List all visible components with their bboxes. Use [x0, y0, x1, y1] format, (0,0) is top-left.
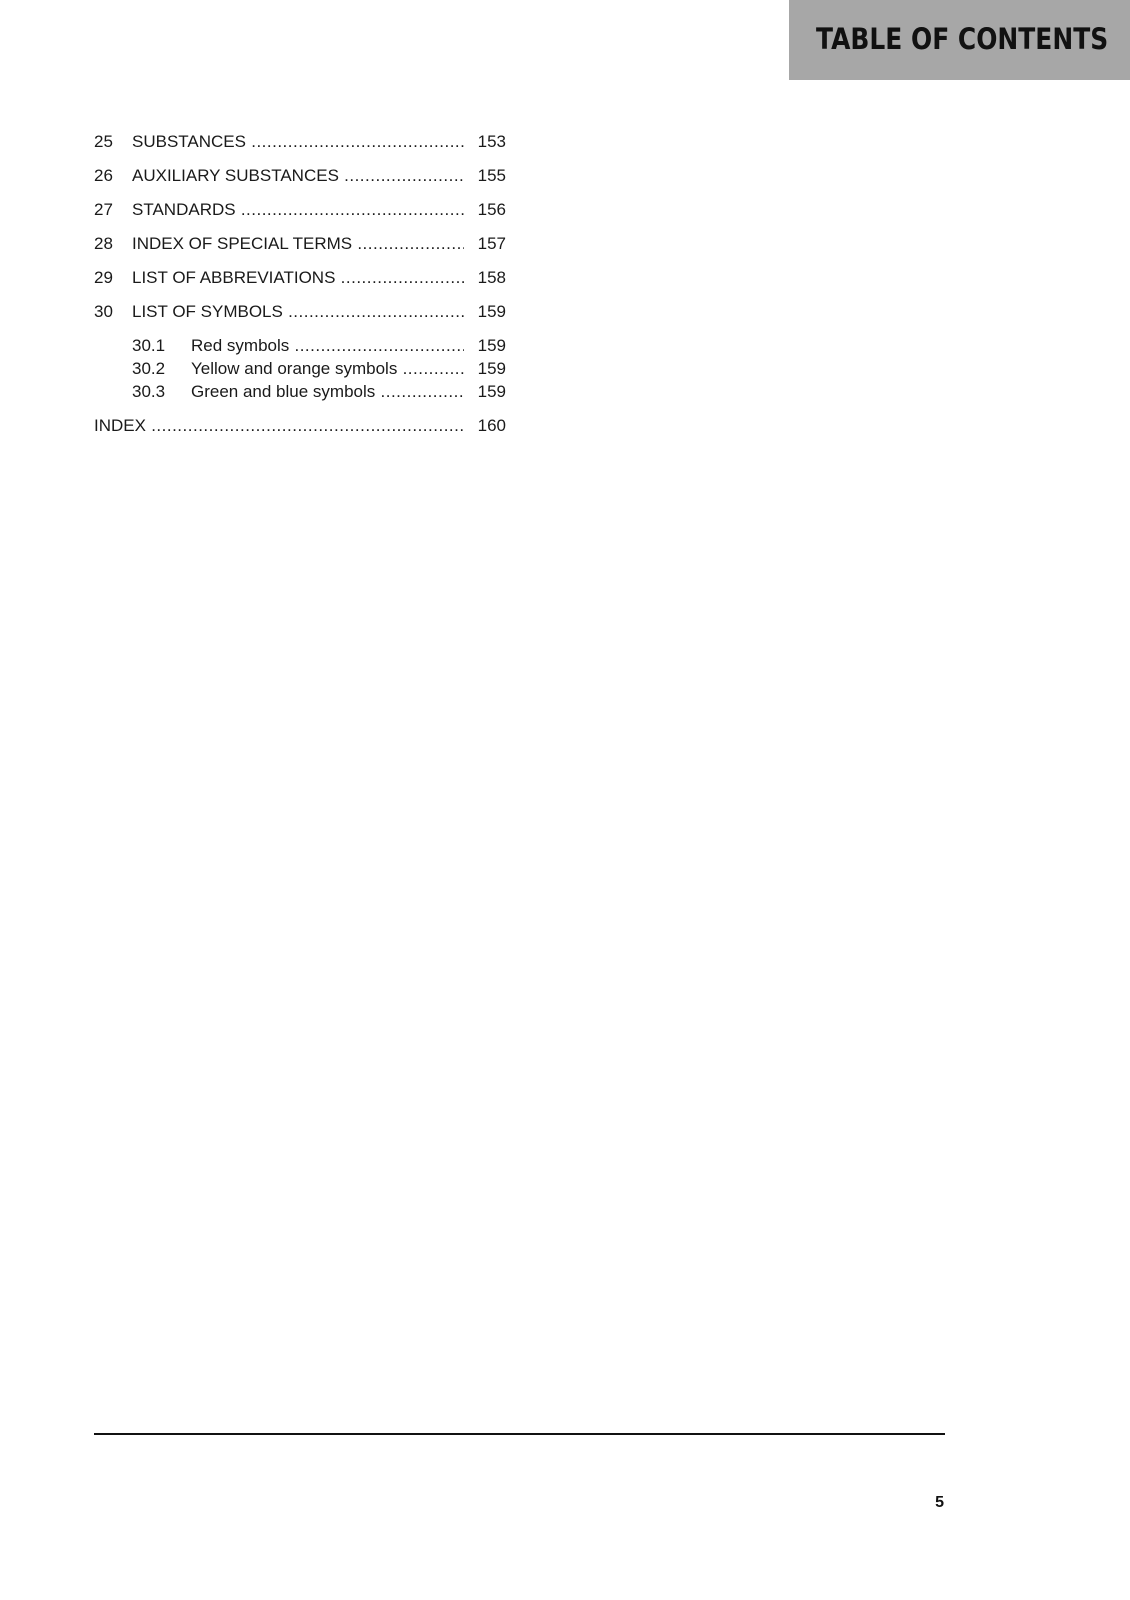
toc-entry-number: 27: [94, 200, 113, 219]
toc-entry-title: Red symbols .....: [191, 336, 464, 355]
footer-divider: [94, 1433, 945, 1435]
toc-entry-page: 159: [477, 359, 506, 378]
toc-entry-number: 26: [94, 166, 113, 185]
toc-entry-title: LIST OF SYMBOLS .....: [132, 302, 464, 321]
section-header-tab: [789, 0, 1130, 80]
toc-entry-30-1[interactable]: [94, 334, 506, 358]
toc-entry-page: 157: [477, 234, 506, 253]
toc-entry-title: AUXILIARY SUBSTANCES .....: [132, 166, 464, 185]
toc-entry-title: STANDARDS .....: [132, 200, 464, 219]
toc-entry-30[interactable]: [94, 300, 506, 324]
toc-entry-number: 29: [94, 268, 113, 287]
toc-entry-page: 155: [477, 166, 506, 185]
toc-entry-number: 28: [94, 234, 113, 253]
toc-entry-title: Green and blue symbols .....: [191, 382, 464, 401]
toc-entry-29[interactable]: [94, 266, 506, 290]
toc-entry-30-3[interactable]: [94, 380, 506, 404]
page-number: 5: [935, 1494, 944, 1511]
toc-entry-number: 25: [94, 132, 113, 151]
toc-entry-title: INDEX OF SPECIAL TERMS .....: [132, 234, 464, 253]
toc-entry-page: 153: [477, 132, 506, 151]
toc-entry-title: INDEX .....: [94, 416, 464, 435]
toc-entry-number: 30: [94, 302, 113, 321]
toc-entry-page: 159: [477, 336, 506, 355]
toc-entry-27[interactable]: [94, 198, 506, 222]
toc-entry-number: 30.3: [132, 382, 166, 401]
section-title: TABLE OF CONTENTS: [816, 22, 1109, 56]
toc-entry-page: 159: [477, 382, 506, 401]
toc-entry-title: LIST OF ABBREVIATIONS .....: [132, 268, 464, 287]
toc-entry-title: SUBSTANCES .....: [132, 132, 464, 151]
toc-entry-page: 160: [477, 416, 506, 435]
toc-entry-25[interactable]: [94, 130, 506, 154]
toc-entry-index[interactable]: [94, 414, 506, 438]
toc-entry-page: 156: [477, 200, 506, 219]
toc-entry-28[interactable]: [94, 232, 506, 256]
toc-entry-30-2[interactable]: [94, 357, 506, 381]
toc-entry-page: 159: [477, 302, 506, 321]
toc-entry-title: Yellow and orange symbols .....: [191, 359, 464, 378]
toc-entry-number: 30.2: [132, 359, 166, 378]
toc-entry-number: 30.1: [132, 336, 166, 355]
toc-entry-page: 158: [477, 268, 506, 287]
toc-entry-26[interactable]: [94, 164, 506, 188]
